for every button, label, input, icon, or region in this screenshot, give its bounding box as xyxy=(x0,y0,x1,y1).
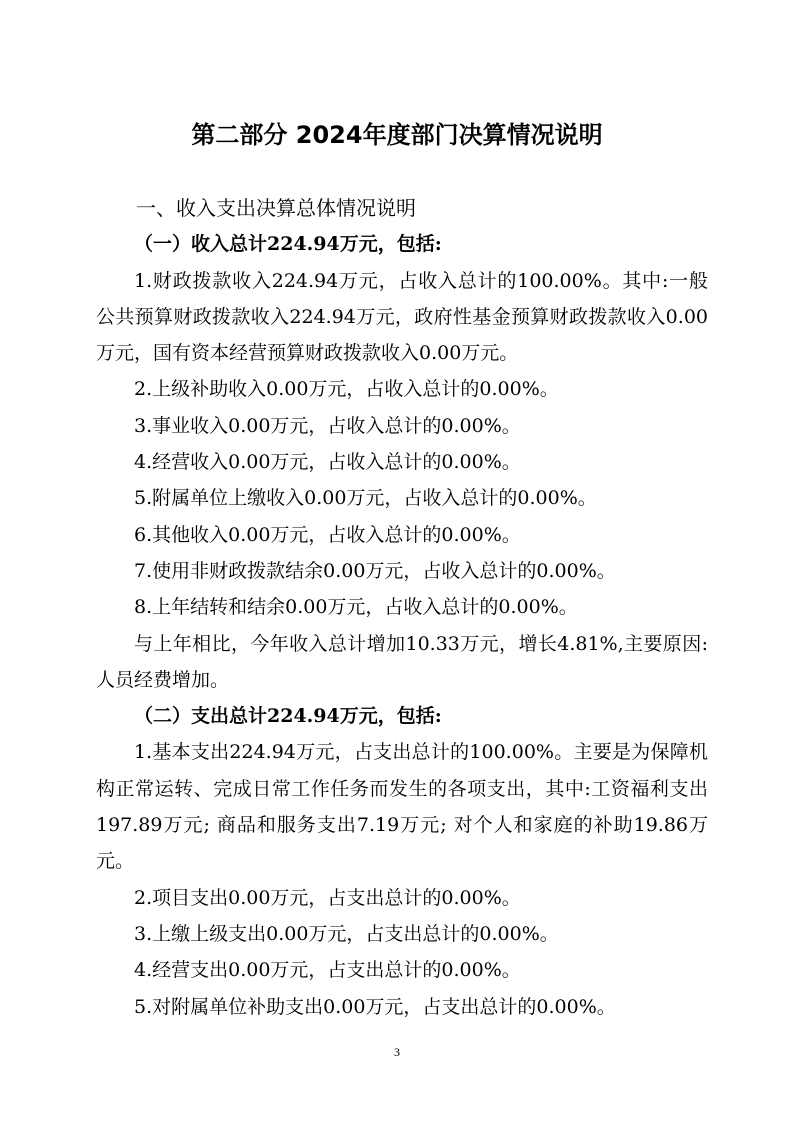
expense-item-3: 3.上缴上级支出0.00万元，占支出总计的0.00%。 xyxy=(134,922,559,945)
income-item-3: 3.事业收入0.00万元，占收入总计的0.00%。 xyxy=(134,414,521,437)
income-item-8: 8.上年结转和结余0.00万元，占收入总计的0.00%。 xyxy=(134,596,578,619)
section-heading: 一、收入支出决算总体情况说明 xyxy=(136,196,416,220)
income-item-2: 2.上级补助收入0.00万元，占收入总计的0.00%。 xyxy=(134,378,559,401)
expense-item-4: 4.经营支出0.00万元，占支出总计的0.00%。 xyxy=(134,959,521,982)
expense-item-2: 2.项目支出0.00万元，占支出总计的0.00%。 xyxy=(134,886,521,909)
expense-item-1: 1.基本支出224.94万元，占支出总计的100.00%。主要是为保障机构正常运转、完成日常工作任务而发生的各项支出，其中:工资福利支出197.89万元; 商品和服务支出7.19万元; 对个人和家庭的补助19.86万元。 xyxy=(96,741,708,873)
expense-heading: （二）支出总计224.94万元，包括: xyxy=(134,705,442,728)
income-item-6: 6.其他收入0.00万元，占收入总计的0.00%。 xyxy=(134,523,521,546)
income-item-5: 5.附属单位上缴收入0.00万元，占收入总计的0.00%。 xyxy=(134,487,597,510)
income-comparison: 与上年相比，今年收入总计增加10.33万元，增长4.81%,主要原因: 人员经费增加。 xyxy=(96,632,708,691)
income-item-7: 7.使用非财政拨款结余0.00万元，占收入总计的0.00%。 xyxy=(134,559,616,582)
income-item-1: 1.财政拨款收入224.94万元，占收入总计的100.00%。其中:一般公共预算财政拨款收入224.94万元，政府性基金预算财政拨款收入0.00万元，国有资本经营预算财政拨款收入0.00万元。 xyxy=(96,269,708,365)
income-heading: （一）收入总计224.94万元，包括: xyxy=(134,233,442,256)
page-title: 第二部分 2024年度部门决算情况说明 xyxy=(191,121,603,149)
page-number: 3 xyxy=(394,1045,400,1059)
expense-item-5: 5.对附属单位补助支出0.00万元，占支出总计的0.00%。 xyxy=(134,995,616,1018)
income-item-4: 4.经营收入0.00万元，占收入总计的0.00%。 xyxy=(134,451,521,474)
document-body xyxy=(96,190,708,1025)
